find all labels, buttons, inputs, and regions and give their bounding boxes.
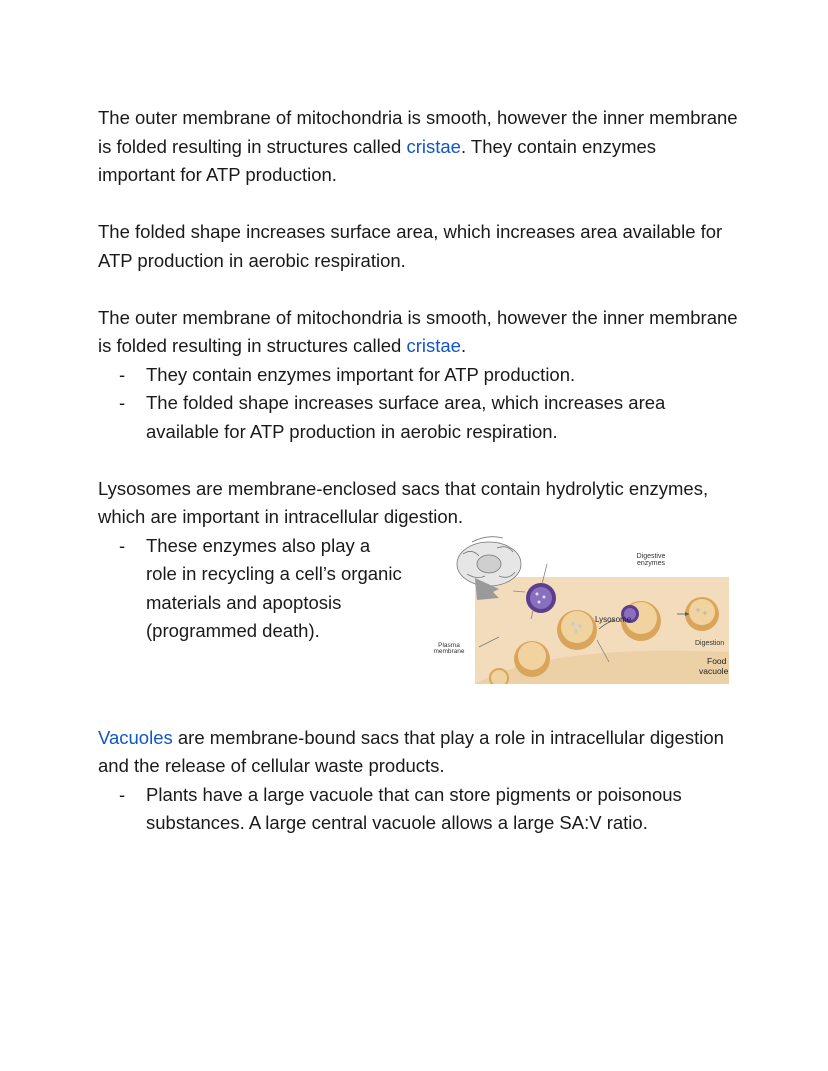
plasma-membrane-label: Plasma bbox=[438, 641, 460, 649]
list-item: - The folded shape increases surface area, which increases area available for ATP production in aerobic respiration. bbox=[119, 392, 666, 442]
svg-text:membrane: membrane bbox=[433, 647, 465, 655]
mitochondria-paragraph-2: The outer membrane of mitochondria is smooth, however the inner membrane is folded resulting in structures called cristae. bbox=[98, 306, 738, 356]
lysosome-bullet: These enzymes also play a role in recycling a cell’s organic materials and apoptosis (programmed death). bbox=[146, 534, 402, 641]
food-vacuole-label: Food bbox=[707, 655, 727, 666]
lysosome-paragraph: Lysosomes are membrane-enclosed sacs that contain hydrolytic enzymes, which are important in intracellular digestion. bbox=[98, 477, 709, 527]
vacuoles-link[interactable]: Vacuoles bbox=[98, 726, 173, 748]
digestion-vesicle-icon bbox=[685, 597, 719, 631]
cristae-link[interactable]: cristae bbox=[406, 135, 461, 157]
vacuole-paragraph: Vacuoles are membrane-bound sacs that play a role in intracellular digestion and the release of cellular waste products. bbox=[98, 726, 724, 776]
cristae-link-2[interactable]: cristae bbox=[406, 335, 461, 356]
svg-text:enzymes: enzymes bbox=[636, 559, 666, 567]
mitochondria-paragraph: The outer membrane of mitochondria is smooth, however the inner membrane is folded resulting in structures called cristae. They contain enzymes important for ATP production. bbox=[98, 107, 738, 185]
surface-area-paragraph: The folded shape increases surface area, which increases area available for ATP production in aerobic respiration. bbox=[98, 221, 723, 271]
cell-sketch-icon bbox=[457, 536, 521, 585]
lysosome-label: Lysosome bbox=[595, 614, 632, 624]
mitochondria-bullet-list bbox=[98, 361, 738, 447]
document-page bbox=[98, 104, 738, 838]
list-item: - They contain enzymes important for ATP production. bbox=[119, 363, 576, 385]
lysosome-bullet-row: - These enzymes also play a role in recycling a cell’s organic materials and apoptosis (programmed death). Digestive enzymes Lysosome Plasma membrane Food vacuole Digestion bbox=[98, 532, 738, 682]
svg-text:vacuole: vacuole bbox=[699, 665, 729, 676]
lysosome-diagram bbox=[427, 534, 729, 684]
food-vacuole-icon bbox=[557, 610, 597, 650]
lysosome-icon bbox=[526, 583, 556, 613]
vacuole-bullet-list bbox=[98, 781, 738, 838]
digestion-label: Digestion bbox=[695, 639, 725, 647]
digestive-enzymes-label: Digestive bbox=[636, 552, 666, 560]
list-item: - Plants have a large vacuole that can store pigments or poisonous substances. A large central vacuole allows a large SA:V ratio. bbox=[119, 783, 682, 833]
